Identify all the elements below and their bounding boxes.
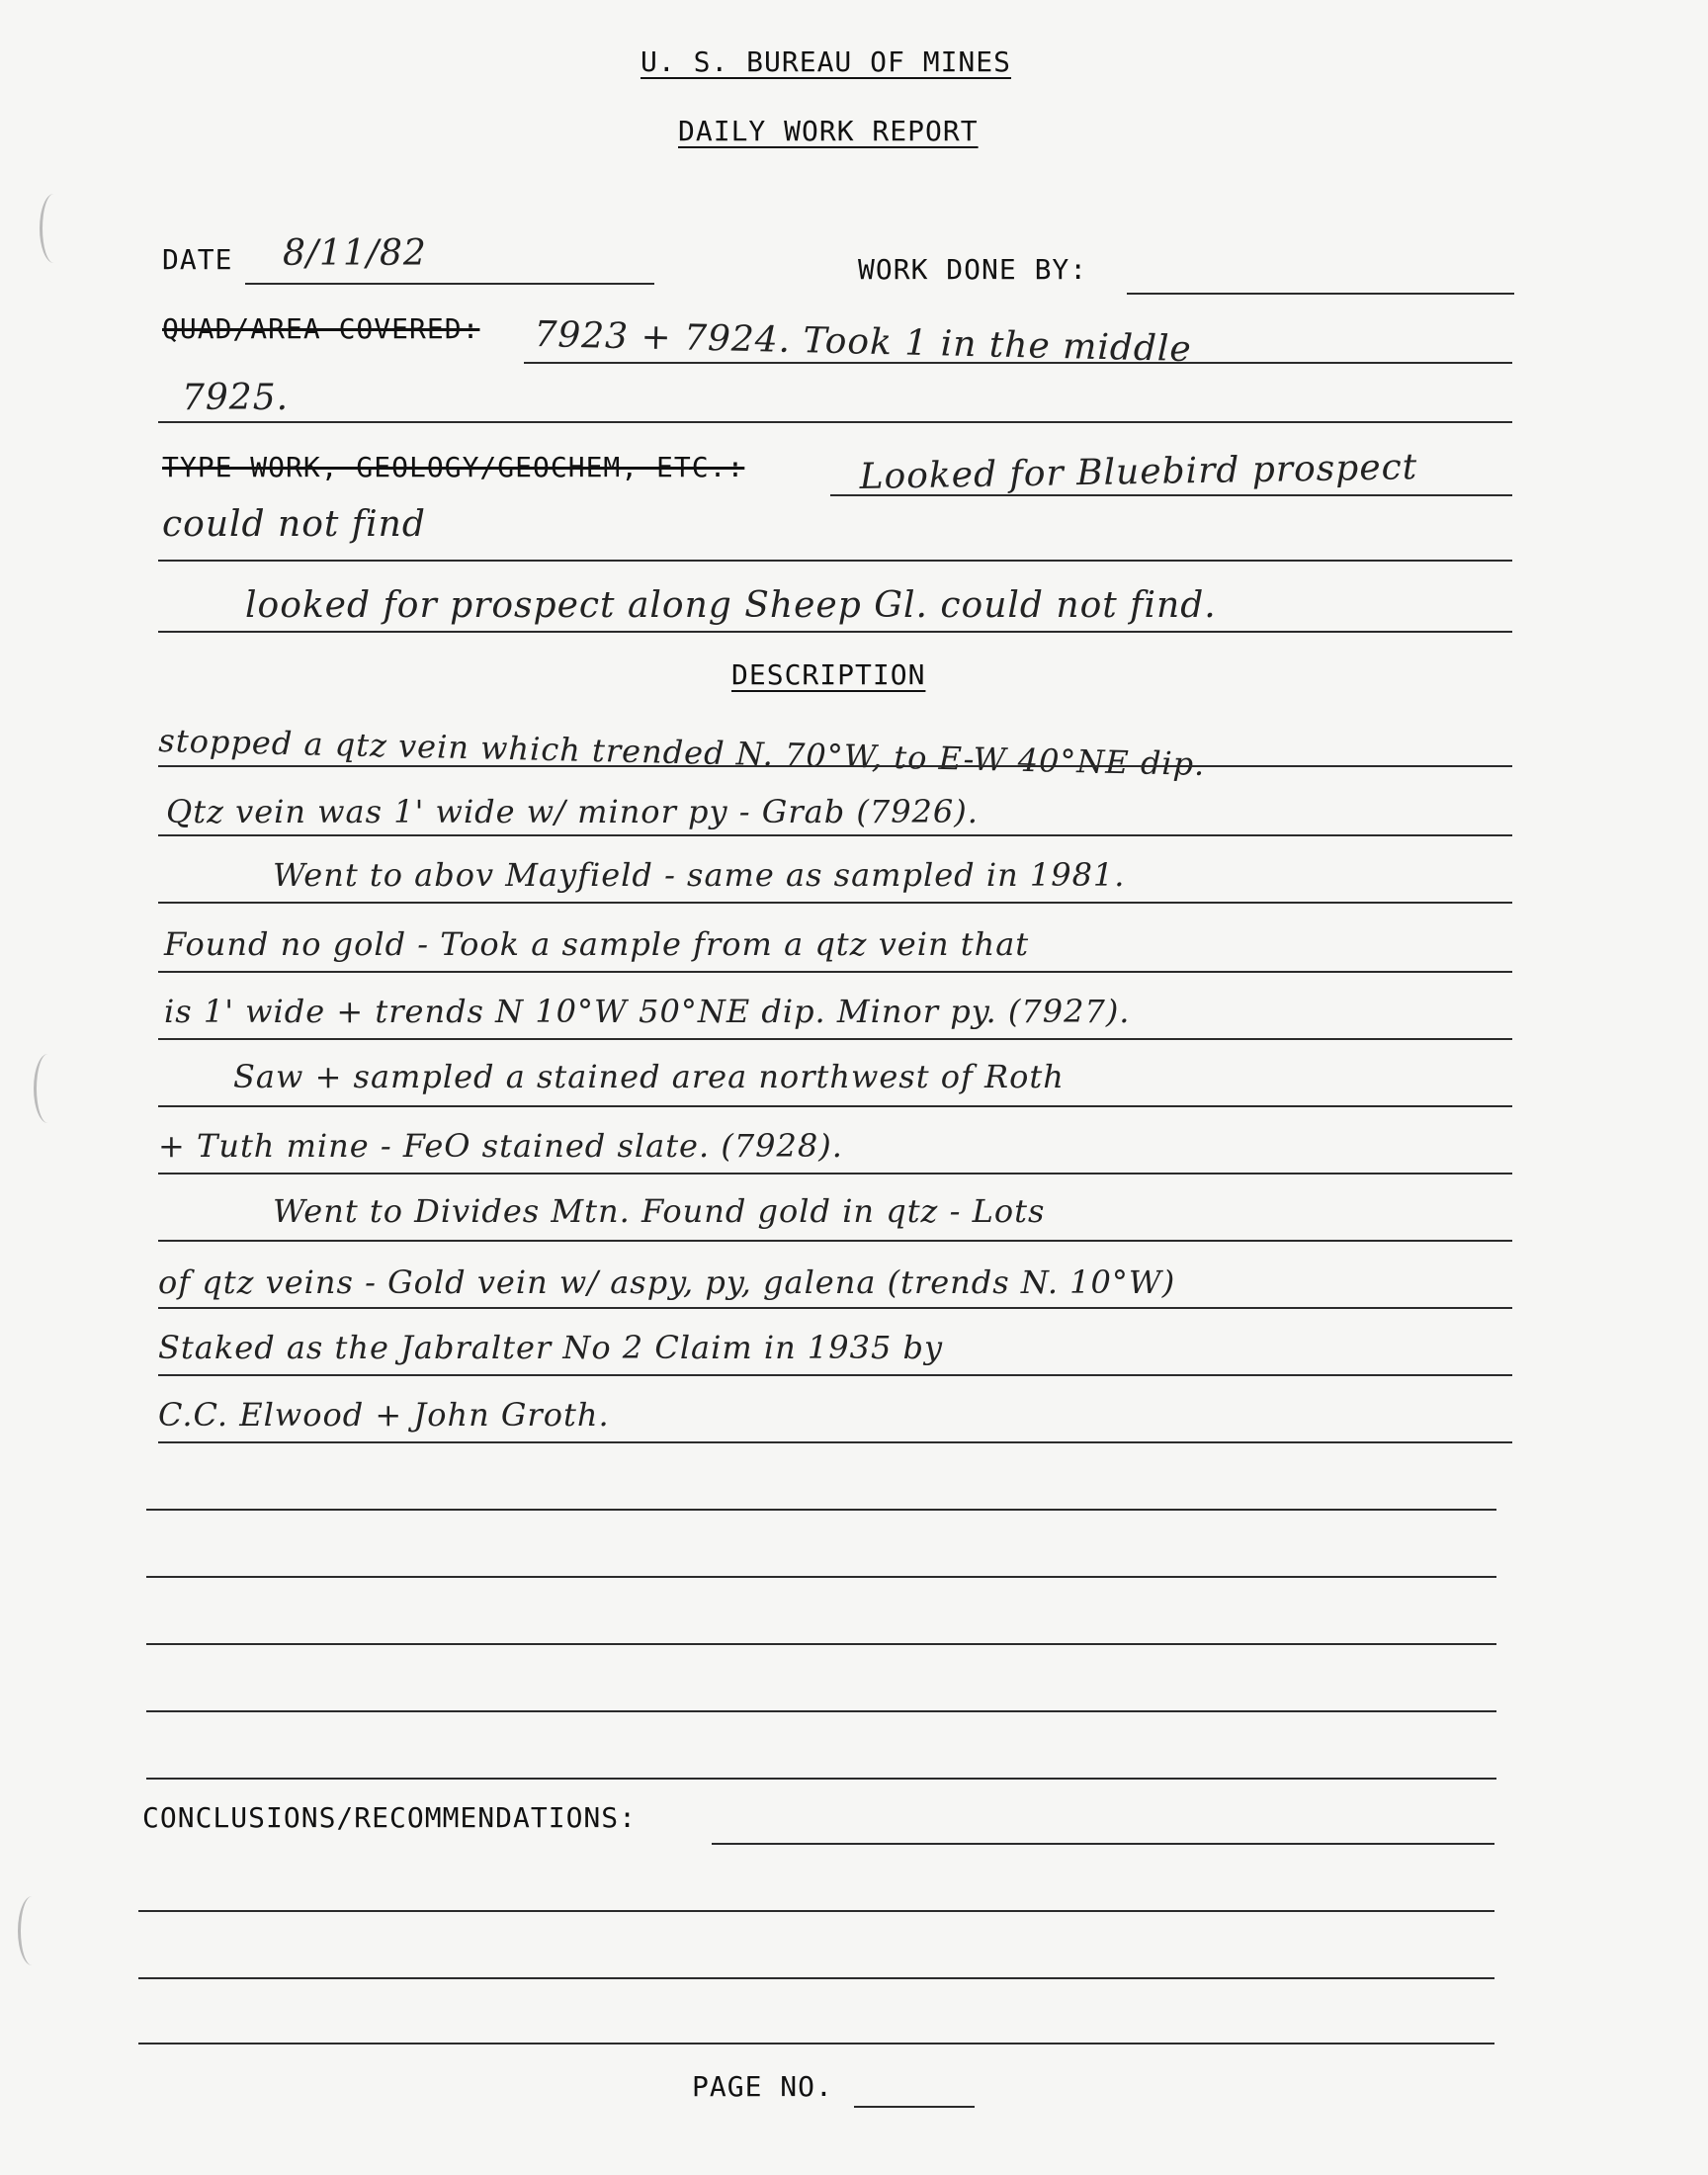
description-line-5: is 1' wide + trends N 10°W 50°NE dip. Minor py. (7927).: [164, 993, 1131, 1030]
agency-title: U. S. BUREAU OF MINES: [640, 45, 1012, 78]
type-work-line-3: looked for prospect along Sheep Gl. could not find.: [245, 585, 1217, 626]
description-line-4: Found no gold - Took a sample from a qtz vein that: [164, 925, 1030, 963]
rule-desc-16: [146, 1778, 1496, 1780]
rule-desc-2: [158, 834, 1512, 836]
rule-desc-10: [158, 1374, 1512, 1376]
conclusions-label: CONCLUSIONS/RECOMMENDATIONS:: [142, 1801, 638, 1834]
description-line-11: C.C. Elwood + John Groth.: [158, 1396, 610, 1434]
description-line-7: + Tuth mine - FeO stained slate. (7928).: [158, 1127, 843, 1165]
rule-desc-14: [146, 1643, 1496, 1645]
page-no-label: PAGE NO.: [692, 2070, 833, 2103]
rule-conc-2: [138, 1910, 1494, 1912]
rule-desc-8: [158, 1240, 1512, 1242]
description-line-6: Saw + sampled a stained area northwest of Roth: [233, 1058, 1065, 1095]
rule-desc-9: [158, 1307, 1512, 1309]
description-line-1: stopped a qtz vein which trended N. 70°W, to E-W 40°NE dip.: [158, 722, 1206, 784]
rule-conc-1: [712, 1843, 1494, 1845]
rule-desc-7: [158, 1173, 1512, 1174]
rule-desc-4: [158, 971, 1512, 973]
rule-quad-1: [524, 362, 1512, 364]
quad-area-line-1: 7923 + 7924. Took 1 in the middle: [534, 314, 1193, 371]
description-line-8: Went to Divides Mtn. Found gold in qtz - Lots: [273, 1192, 1046, 1230]
rule-desc-13: [146, 1576, 1496, 1578]
quad-area-line-2: 7925.: [182, 378, 290, 418]
rule-type-1: [830, 494, 1512, 496]
description-line-9: of qtz veins - Gold vein w/ aspy, py, galena (trends N. 10°W): [158, 1263, 1176, 1301]
rule-desc-5: [158, 1038, 1512, 1040]
work-done-by-label: WORK DONE BY:: [858, 253, 1088, 286]
type-work-label: TYPE WORK, GEOLOGY/GEOCHEM, ETC.:: [162, 451, 745, 483]
date-label: DATE: [162, 243, 233, 276]
rule-quad-2: [158, 421, 1512, 423]
description-heading: DESCRIPTION: [731, 658, 926, 691]
quad-area-label: QUAD/AREA COVERED:: [162, 312, 480, 345]
rule-desc-1: [158, 765, 1512, 767]
form-title: DAILY WORK REPORT: [678, 115, 979, 147]
description-line-10: Staked as the Jabralter No 2 Claim in 1935 by: [158, 1329, 944, 1366]
rule-desc-11: [158, 1441, 1512, 1443]
rule-desc-3: [158, 902, 1512, 904]
description-line-2: Qtz vein was 1' wide w/ minor py - Grab (7926).: [166, 793, 979, 830]
margin-mark-bottom: [18, 1896, 46, 1965]
margin-mark-top: [40, 194, 68, 263]
type-work-line-1: Looked for Bluebird prospect: [859, 447, 1418, 497]
rule-type-3: [158, 631, 1512, 633]
date-line: [245, 283, 654, 285]
rule-desc-6: [158, 1105, 1512, 1107]
page-no-line: [854, 2106, 975, 2108]
margin-mark-middle: [34, 1054, 62, 1123]
date-value: 8/11/82: [283, 233, 427, 274]
description-line-3: Went to abov Mayfield - same as sampled in 1981.: [273, 856, 1126, 894]
rule-desc-15: [146, 1710, 1496, 1712]
rule-type-2: [158, 560, 1512, 562]
type-work-line-2: could not find: [162, 504, 426, 545]
rule-conc-3: [138, 1977, 1494, 1979]
work-done-by-line: [1127, 293, 1514, 295]
rule-desc-12: [146, 1509, 1496, 1511]
rule-conc-4: [138, 2043, 1494, 2044]
